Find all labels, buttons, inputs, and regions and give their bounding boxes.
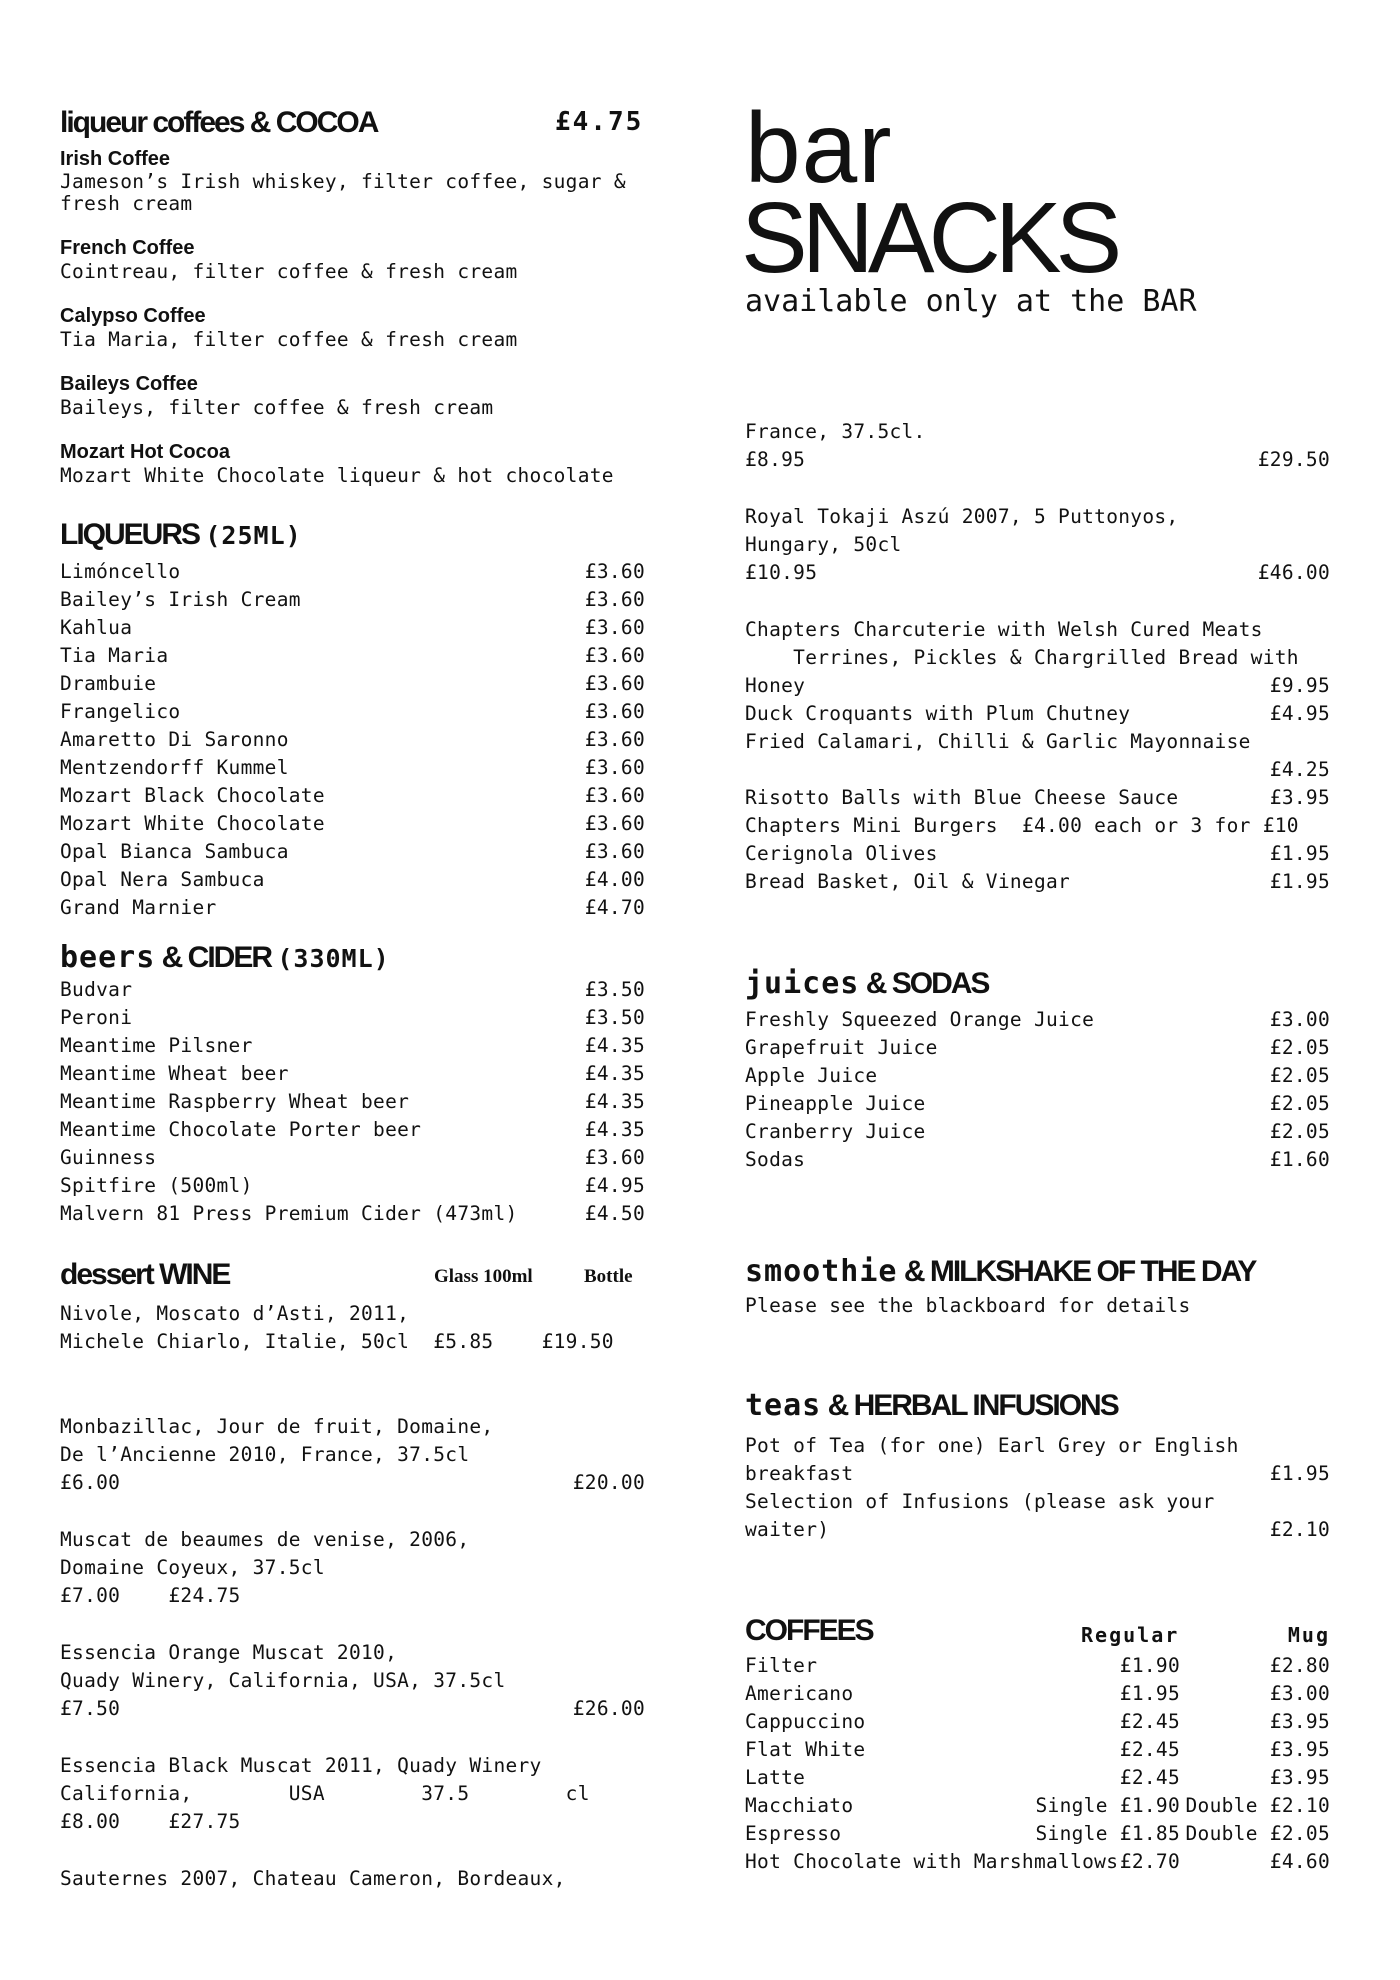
menu-row-price: £3.60 (584, 1146, 645, 1169)
menu-row-price: £1.60 (1269, 1148, 1330, 1171)
smoothie-title-uc: & MILKSHAKE OF THE DAY (903, 1255, 1256, 1288)
menu-row-price: £3.60 (584, 588, 645, 611)
beers-title-lc: beers (60, 940, 156, 975)
tea-line: waiter) (745, 1518, 830, 1541)
menu-row (60, 1060, 645, 1088)
menu-row (745, 1652, 1330, 1680)
liqueurs-subtitle: (25ML) (205, 521, 302, 550)
teas-title-lc: teas (745, 1388, 822, 1423)
menu-row (60, 614, 645, 642)
menu-row-price: £3.95 (1269, 1766, 1330, 1789)
wine-line: Nivole, Moscato d’Asti, 2011, (60, 1302, 410, 1325)
menu-row-price: £2.05 (1269, 1120, 1330, 1143)
beers-title (60, 940, 390, 975)
wine-price-glass: £10.95 (745, 561, 818, 584)
beers-subtitle: (330ML) (277, 944, 390, 973)
menu-row-name: Spitfire (500ml) (60, 1174, 253, 1197)
snack-line: Duck Croquants with Plum Chutney (745, 702, 1131, 725)
menu-row-name: Meantime Pilsner (60, 1034, 253, 1057)
tea-line: Selection of Infusions (please ask your (745, 1490, 1215, 1513)
menu-row-price: Double £2.10 (1185, 1794, 1330, 1817)
menu-row-name: Kahlua (60, 616, 133, 639)
snack-price: £4.25 (1269, 758, 1330, 781)
menu-row-name: Peroni (60, 1006, 133, 1029)
wine-line: £8.00 £27.75 (60, 1810, 241, 1833)
menu-row-price-regular: £2.45 (1119, 1710, 1180, 1733)
menu-row (60, 1032, 645, 1060)
menu-row-name: Sodas (745, 1148, 806, 1171)
menu-row-price-regular: £1.90 (1119, 1654, 1180, 1677)
menu-item-name: French Coffee (60, 237, 195, 259)
wine-line: Muscat de beaumes de venise, 2006, (60, 1528, 470, 1551)
menu-row-name: Hot Chocolate with Marshmallows (745, 1850, 1119, 1873)
wine-line: Hungary, 50cl (745, 533, 902, 556)
snack-price: £4.95 (1269, 702, 1330, 725)
menu-item-desc: Tia Maria, filter coffee & fresh cream (60, 328, 518, 351)
coffees-col-mug: Mug (1287, 1623, 1330, 1647)
menu-row (745, 1062, 1330, 1090)
wine-line: Quady Winery, California, USA, 37.5cl (60, 1669, 506, 1692)
menu-row-name: Mentzendorff Kummel (60, 756, 289, 779)
menu-row (745, 1090, 1330, 1118)
menu-row-price: £2.05 (1269, 1064, 1330, 1087)
dessert-wine-col-glass: Glass 100ml (434, 1266, 533, 1287)
menu-item-name: Calypso Coffee (60, 305, 206, 327)
wine-price-bottle: £26.00 (572, 1697, 645, 1720)
menu-item-desc: Mozart White Chocolate liqueur & hot chocolate (60, 464, 614, 487)
menu-row (60, 1004, 645, 1032)
liqueurs-title (60, 518, 302, 552)
menu-row-price: £4.70 (584, 896, 645, 919)
menu-row-price: £3.00 (1269, 1008, 1330, 1031)
menu-row-price: £4.35 (584, 1034, 645, 1057)
menu-item-name: Mozart Hot Cocoa (60, 441, 230, 463)
snack-line: Chapters Mini Burgers £4.00 each or 3 for £10 (745, 814, 1299, 837)
wine-price-glass: £6.00 (60, 1471, 121, 1494)
menu-row-price: £4.95 (584, 1174, 645, 1197)
menu-row-price: £2.05 (1269, 1092, 1330, 1115)
menu-row-name: Pineapple Juice (745, 1092, 926, 1115)
snack-line: Chapters Charcuterie with Welsh Cured Meats (745, 618, 1263, 641)
liqueur-coffees-title: liqueur coffees & COCOA (60, 106, 378, 139)
menu-row-name: Macchiato (745, 1794, 854, 1817)
menu-row (60, 976, 645, 1004)
menu-row (745, 1820, 1330, 1848)
menu-row-name: Filter (745, 1654, 818, 1677)
menu-item-name: Baileys Coffee (60, 373, 198, 395)
menu-row (60, 1088, 645, 1116)
menu-row (60, 1116, 645, 1144)
menu-row-name: Meantime Chocolate Porter beer (60, 1118, 422, 1141)
menu-row-price: £3.00 (1269, 1682, 1330, 1705)
menu-row-name: Mozart White Chocolate (60, 812, 325, 835)
menu-row-name: Freshly Squeezed Orange Juice (745, 1008, 1095, 1031)
menu-row-price: £3.60 (584, 784, 645, 807)
menu-row-price: £3.50 (584, 978, 645, 1001)
menu-row-name: Grapefruit Juice (745, 1036, 938, 1059)
menu-row (60, 670, 645, 698)
wine-price-bottle: £20.00 (572, 1471, 645, 1494)
bar-heading: bar (745, 92, 893, 204)
menu-row-name: Meantime Raspberry Wheat beer (60, 1090, 410, 1113)
wine-line: Royal Tokaji Aszú 2007, 5 Puttonyos, (745, 505, 1179, 528)
menu-row-price: £3.60 (584, 700, 645, 723)
menu-row (745, 1736, 1330, 1764)
menu-row-price: £4.35 (584, 1062, 645, 1085)
available-note: available only at the BAR (745, 284, 1197, 319)
coffees-col-regular: Regular (1081, 1623, 1180, 1647)
menu-row (60, 726, 645, 754)
menu-row-name: Meantime Wheat beer (60, 1062, 289, 1085)
teas-title-uc: & HERBAL INFUSIONS (827, 1389, 1118, 1422)
smoothie-title-lc: smoothie (745, 1254, 898, 1289)
menu-row (745, 1118, 1330, 1146)
dessert-wine-title: dessert WINE (60, 1258, 230, 1291)
tea-line: Pot of Tea (for one) Earl Grey or English (745, 1434, 1239, 1457)
menu-row-price: £3.95 (1269, 1710, 1330, 1733)
menu-row (745, 1146, 1330, 1174)
menu-row-price: £4.35 (584, 1090, 645, 1113)
menu-row (60, 586, 645, 614)
menu-row-name: Budvar (60, 978, 133, 1001)
beers-title-uc: & CIDER (161, 941, 271, 974)
menu-row-name: Latte (745, 1766, 806, 1789)
wine-line: £7.00 £24.75 (60, 1584, 241, 1607)
wine-line: Domaine Coyeux, 37.5cl (60, 1556, 325, 1579)
menu-item-name: Irish Coffee (60, 148, 171, 170)
menu-row (60, 1172, 645, 1200)
menu-row (745, 1848, 1330, 1876)
menu-row (60, 698, 645, 726)
tea-price: £1.95 (1269, 1462, 1330, 1485)
menu-row-name: Bailey’s Irish Cream (60, 588, 301, 611)
wine-price-glass: £7.50 (60, 1697, 121, 1720)
tea-line: breakfast (745, 1462, 854, 1485)
menu-row-name: Cranberry Juice (745, 1120, 926, 1143)
menu-row-price: £3.60 (584, 728, 645, 751)
menu-row-price-regular: £2.45 (1119, 1738, 1180, 1761)
smoothie-note: Please see the blackboard for details (745, 1294, 1191, 1317)
wine-price-glass: £8.95 (745, 448, 806, 471)
menu-row-price: £4.50 (584, 1202, 645, 1225)
menu-row (745, 1792, 1330, 1820)
menu-row (60, 838, 645, 866)
menu-row-price: £3.60 (584, 560, 645, 583)
menu-row-price: £3.60 (584, 812, 645, 835)
menu-row-price-regular: Single £1.90 (1035, 1794, 1180, 1817)
menu-row-price-regular: Single £1.85 (1035, 1822, 1180, 1845)
wine-line: California, USA 37.5 cl (60, 1782, 590, 1805)
liqueurs-title-text: LIQUEURS (60, 518, 200, 551)
wine-line: De l’Ancienne 2010, France, 37.5cl (60, 1443, 470, 1466)
smoothie-title (745, 1254, 1255, 1289)
menu-row (745, 1764, 1330, 1792)
menu-row-name: Malvern 81 Press Premium Cider (473ml) (60, 1202, 518, 1225)
menu-row-price: £4.35 (584, 1118, 645, 1141)
menu-row (60, 782, 645, 810)
snack-line: Terrines, Pickles & Chargrilled Bread with (745, 646, 1299, 669)
menu-row-name: Espresso (745, 1822, 842, 1845)
menu-row-name: Opal Bianca Sambuca (60, 840, 289, 863)
wine-line: France, 37.5cl. (745, 420, 926, 443)
coffees-title: COFFEES (745, 1614, 873, 1647)
menu-row (60, 1144, 645, 1172)
menu-row-price: £2.05 (1269, 1036, 1330, 1059)
menu-row-price: £3.60 (584, 616, 645, 639)
snack-price: £9.95 (1269, 674, 1330, 697)
menu-row-name: Apple Juice (745, 1064, 878, 1087)
menu-row (60, 1200, 645, 1228)
menu-row-price: £3.95 (1269, 1738, 1330, 1761)
menu-row-price: £3.60 (584, 672, 645, 695)
menu-row-name: Flat White (745, 1738, 866, 1761)
menu-row-name: Drambuie (60, 672, 157, 695)
menu-row-name: Cappuccino (745, 1710, 866, 1733)
snack-line: Cerignola Olives (745, 842, 938, 865)
snack-line: Fried Calamari, Chilli & Garlic Mayonnaise (745, 730, 1251, 753)
wine-price-bottle: £46.00 (1257, 561, 1330, 584)
menu-item-desc: Cointreau, filter coffee & fresh cream (60, 260, 518, 283)
snack-line: Risotto Balls with Blue Cheese Sauce (745, 786, 1179, 809)
menu-row (745, 1680, 1330, 1708)
wine-line: Sauternes 2007, Chateau Cameron, Bordeaux, (60, 1867, 566, 1890)
menu-row-price: £4.00 (584, 868, 645, 891)
liqueur-coffees-price: £4.75 (555, 107, 644, 137)
menu-row-price: £2.80 (1269, 1654, 1330, 1677)
snacks-heading: SNACKS (741, 182, 1117, 294)
wine-line: Michele Chiarlo, Italie, 50cl £5.85 £19.50 (60, 1330, 614, 1353)
menu-row (745, 1708, 1330, 1736)
menu-row-name: Limóncello (60, 560, 181, 583)
tea-price: £2.10 (1269, 1518, 1330, 1541)
snack-price: £3.95 (1269, 786, 1330, 809)
menu-row-name: Amaretto Di Saronno (60, 728, 289, 751)
menu-row-price: £4.60 (1269, 1850, 1330, 1873)
dessert-wine-col-bottle: Bottle (584, 1266, 633, 1287)
menu-row-name: Mozart Black Chocolate (60, 784, 325, 807)
snack-price: £1.95 (1269, 842, 1330, 865)
menu-row (60, 866, 645, 894)
menu-item-desc: Baileys, filter coffee & fresh cream (60, 396, 494, 419)
menu-row-name: Grand Marnier (60, 896, 217, 919)
menu-row-name: Frangelico (60, 700, 181, 723)
menu-item-desc: Jameson’s Irish whiskey, filter coffee, sugar & (60, 170, 626, 193)
menu-row-name: Guinness (60, 1146, 157, 1169)
menu-row (60, 642, 645, 670)
menu-row-price-regular: £1.95 (1119, 1682, 1180, 1705)
menu-row (60, 810, 645, 838)
wine-price-bottle: £29.50 (1257, 448, 1330, 471)
menu-row (60, 558, 645, 586)
menu-row-price-regular: £2.45 (1119, 1766, 1180, 1789)
menu-row-price: Double £2.05 (1185, 1822, 1330, 1845)
snack-line: Honey (745, 674, 806, 697)
menu-row-price-regular: £2.70 (1119, 1850, 1180, 1873)
menu-row (745, 1006, 1330, 1034)
menu-row-price: £3.50 (584, 1006, 645, 1029)
wine-line: Essencia Black Muscat 2011, Quady Winery (60, 1754, 542, 1777)
menu-row-price: £3.60 (584, 840, 645, 863)
snack-line: Bread Basket, Oil & Vinegar (745, 870, 1071, 893)
wine-line: Monbazillac, Jour de fruit, Domaine, (60, 1415, 494, 1438)
menu-row-name: Opal Nera Sambuca (60, 868, 265, 891)
juices-title-lc: juices (745, 966, 860, 1001)
menu-row-price: £3.60 (584, 644, 645, 667)
juices-title (745, 966, 988, 1001)
wine-line: Essencia Orange Muscat 2010, (60, 1641, 398, 1664)
menu-row-name: Americano (745, 1682, 854, 1705)
juices-title-uc: & SODAS (865, 967, 989, 1000)
menu-row-price: £3.60 (584, 756, 645, 779)
menu-row-name: Tia Maria (60, 644, 169, 667)
menu-item-desc: fresh cream (60, 192, 193, 215)
menu-row (745, 1034, 1330, 1062)
teas-title (745, 1388, 1118, 1423)
menu-row (60, 894, 645, 922)
menu-row (60, 754, 645, 782)
snack-price: £1.95 (1269, 870, 1330, 893)
